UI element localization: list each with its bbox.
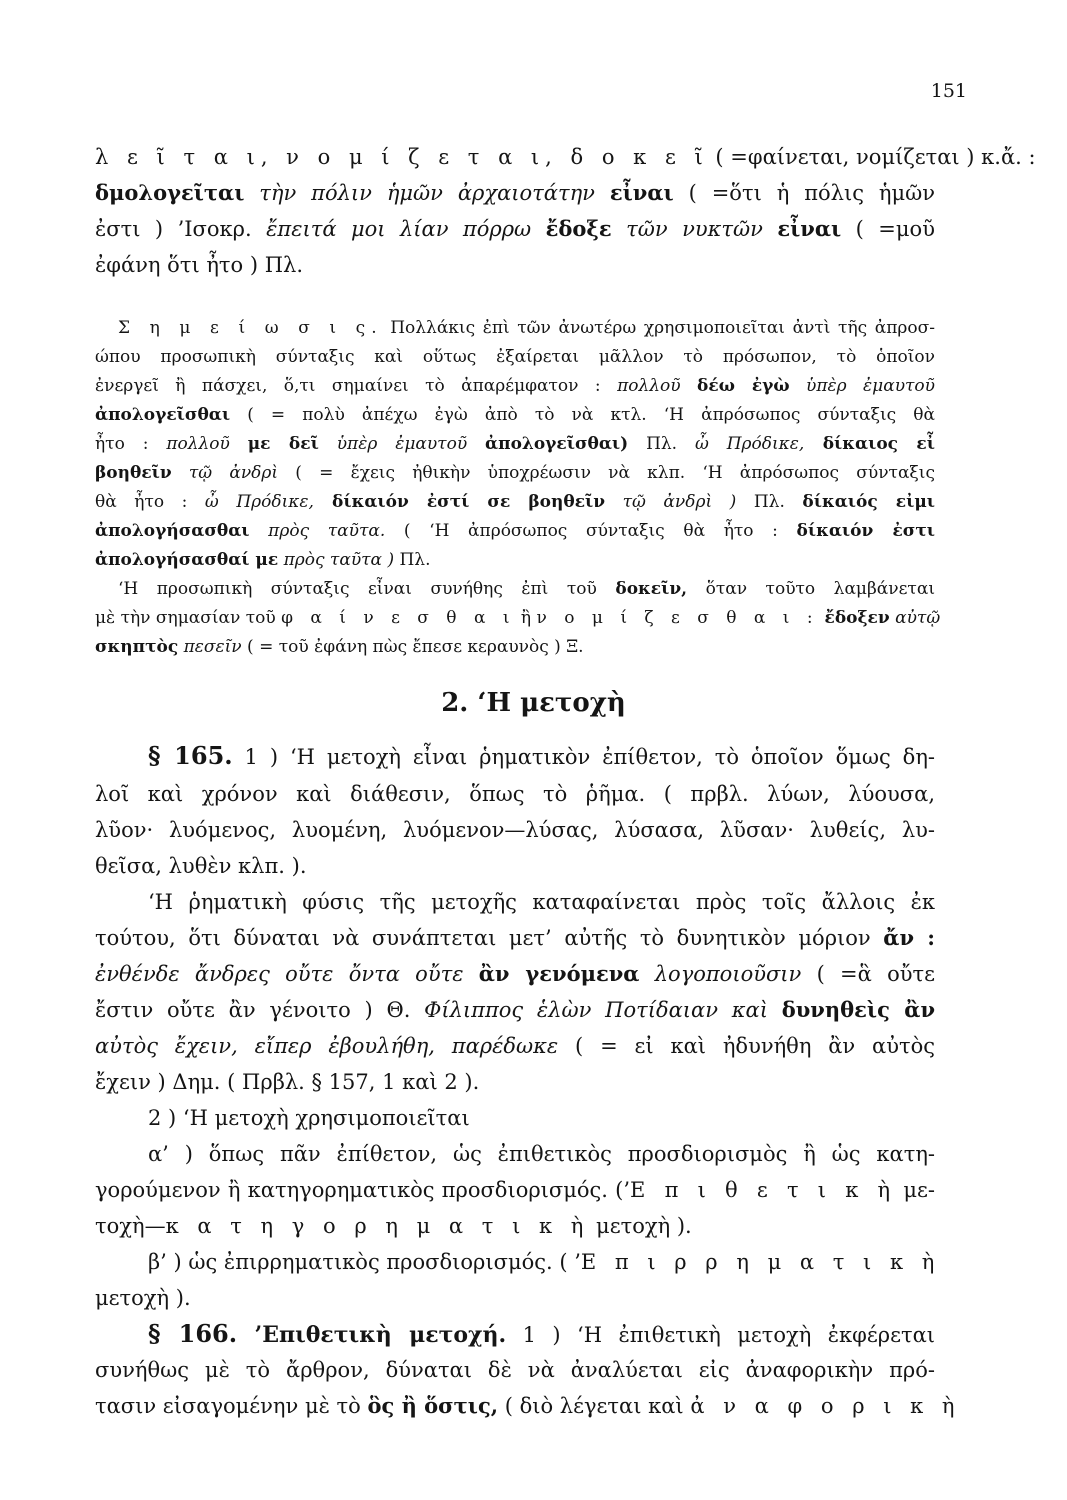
- text-line: [95, 959, 935, 989]
- note-line: [95, 632, 935, 662]
- note-line: [95, 458, 935, 488]
- section-heading: 2. ‘Η μετοχὴ: [441, 688, 626, 718]
- text-run: δυνηθεὶς ἂν: [781, 997, 936, 1022]
- text-run: ν ο μ ί ζ ε σ θ α ι :: [536, 608, 819, 628]
- text-run: ἔδοξε: [545, 216, 612, 241]
- text-run: με-: [896, 1178, 935, 1202]
- text-run: α’ ) ὅπως πᾶν ἐπίθετον, ὡς ἐπιθετικὸς προσδιορισμὸς ἢ ὡς κατη-: [148, 1142, 935, 1166]
- text-line: [95, 178, 935, 208]
- text-run: Ε π ι ρ ρ η μ α τ ι κ ὴ: [580, 1250, 941, 1274]
- text-run: πολλοῦ: [166, 434, 248, 454]
- text-run: ἐνθένδε ἄνδρες οὔτε ὄντα οὔτε: [95, 962, 479, 986]
- text-run: Πλ.: [628, 434, 695, 454]
- text-run: Πλ.: [394, 550, 431, 570]
- text-run: σκηπτὸς: [95, 637, 179, 657]
- text-run: δίκαιόν ἐστι: [796, 521, 935, 541]
- text-run: θὰ ἦτο :: [95, 492, 205, 512]
- text-line: [148, 1319, 935, 1350]
- text-run: ( = ἔχεις ἠθικὴν ὑποχρέωσιν νὰ κλπ. ‘Η ἀπρόσωπος σύνταξις: [278, 463, 935, 483]
- text-run: ( =ὅτι ἡ πόλις ἡμῶν: [673, 181, 935, 205]
- text-run: ἔδοξεν: [818, 608, 890, 628]
- text-run: ὦ Πρόδικε,: [694, 434, 805, 454]
- text-run: πρὸς ταῦτα.: [249, 521, 386, 541]
- note-line: [95, 371, 935, 401]
- text-run: εἶναι: [777, 216, 842, 241]
- text-line: [95, 1067, 935, 1097]
- text-run: ‘Η ῥηματικὴ φύσις τῆς μετοχῆς καταφαίνεται πρὸς τοῖς ἄλλοις ἐκ: [148, 890, 935, 914]
- text-run: δίκαιόν ἐστί σε βοηθεῖν: [313, 492, 606, 512]
- text-run: δίκαιος εἶ: [804, 434, 935, 454]
- text-line: [95, 1031, 935, 1061]
- text-run: ( διὸ λέγεται καὶ: [498, 1394, 691, 1418]
- text-line: [95, 851, 935, 881]
- text-run: αὐτῷ: [889, 608, 941, 628]
- text-run: λῦον· λυόμενος, λυομένη, λυόμενον—λύσας, λύσασα, λῦσαν· λυθείς, λυ-: [95, 818, 935, 842]
- page-number: 151: [930, 80, 967, 102]
- text-run: μετοχὴ ).: [589, 1214, 692, 1238]
- text-run: ἔχειν ) Δημ. ( Πρβλ. § 157, 1 καὶ 2 ).: [95, 1070, 480, 1094]
- text-run: ἂν γενόμενα: [478, 961, 640, 986]
- text-line: [95, 1175, 935, 1205]
- note-line: [95, 429, 935, 459]
- text-run: ( = τοῦ ἐφάνη πὼς ἔπεσε κεραυνὸς ) Ξ.: [241, 637, 584, 657]
- text-line: [95, 779, 935, 809]
- text-run: ώπου προσωπικὴ σύνταξις καὶ οὕτως ἐξαίρεται μᾶλλον τὸ πρόσωπον, τὸ ὁποῖον: [95, 347, 935, 367]
- text-run: Σ η μ ε ί ω σ ι ς.: [118, 318, 383, 338]
- text-run: ἄν :: [883, 925, 935, 950]
- text-line: [148, 1139, 935, 1169]
- text-run: δοκεῖν,: [615, 579, 688, 599]
- text-run: μὲ τὴν σημασίαν τοῦ: [95, 608, 282, 628]
- text-run: λοῖ καὶ χρόνον καὶ διάθεσιν, ὅπως τὸ ῥῆμα. ( πρβλ. λύων, λύουσα,: [95, 782, 935, 806]
- text-run: ( = πολὺ ἀπέχω ἐγὼ ἀπὸ τὸ νὰ κτλ. ‘Η ἀπρόσωπος σύνταξις θὰ: [230, 405, 935, 425]
- text-line: [95, 214, 935, 244]
- text-run: ‘Η προσωπικὴ σύνταξις εἶναι συνήθης ἐπὶ τοῦ: [118, 579, 616, 599]
- text-run: λογοποιοῦσιν: [639, 962, 802, 986]
- text-run: 1 ) ‘Η ἐπιθετικὴ μετοχὴ ἐκφέρεται: [506, 1323, 936, 1347]
- text-run: πρὸς ταῦτα ): [278, 550, 395, 570]
- text-run: ( =ἃ οὔτε: [801, 962, 935, 986]
- text-line: [95, 815, 935, 845]
- text-run: δίκαιός εἰμι: [802, 492, 936, 512]
- text-line: [148, 741, 935, 772]
- text-run: ἀπολογεῖσθαι): [485, 434, 629, 454]
- text-run: Φίλιππος ἑλὼν Ποτίδαιαν καὶ: [424, 998, 782, 1022]
- text-line: [148, 887, 935, 917]
- text-run: συνήθως μὲ τὸ ἄρθρον, δύναται δὲ νὰ ἀναλύεται εἰς ἀναφορικὴν πρό-: [95, 1358, 935, 1382]
- text-run: Πλ.: [736, 492, 803, 512]
- text-run: τῷ ἀνδρὶ ): [605, 492, 737, 512]
- text-run: πολλοῦ: [617, 376, 698, 396]
- note-line: [95, 516, 935, 546]
- text-run: ὑπὲρ ἐμαυτοῦ: [318, 434, 486, 454]
- text-line: [95, 995, 935, 1025]
- text-run: ὑπὲρ ἐμαυτοῦ: [789, 376, 935, 396]
- text-run: δέω ἐγὼ: [697, 376, 790, 396]
- text-run: θεῖσα, λυθὲν κλπ. ).: [95, 854, 307, 878]
- text-run: μετοχὴ ).: [95, 1286, 191, 1310]
- note-line: [118, 313, 935, 343]
- text-run: ὃς ἢ ὅστις,: [367, 1393, 499, 1418]
- text-run: ( ‘Η ἀπρόσωπος σύνταξις θὰ ἦτο :: [385, 521, 797, 541]
- note-line: [118, 574, 935, 604]
- note-line: [95, 603, 941, 633]
- note-line: [95, 545, 935, 575]
- text-run: ἀπολογήσασθαί με: [95, 550, 279, 570]
- text-run: Ε π ι θ ε τ ι κ ὴ: [630, 1178, 897, 1202]
- text-run: κ α τ η γ ο ρ η μ α τ ι κ ὴ: [165, 1214, 590, 1238]
- text-run: ( =μοῦ: [841, 217, 935, 241]
- text-run: ὦ Πρόδικε,: [204, 492, 314, 512]
- text-run: ἔπειτά μοι λίαν πόρρω: [266, 217, 546, 241]
- text-run: τὴν πόλιν ἡμῶν ἀρχαιοτάτην: [244, 181, 610, 205]
- text-run: τῷ ἀνδρὶ: [171, 463, 279, 483]
- text-run: τασιν εἰσαγομένην μὲ τὸ: [95, 1394, 368, 1418]
- text-run: λ ε ῖ τ α ι, ν ο μ ί ζ ε τ α ι, δ ο κ ε ῖ: [95, 145, 709, 169]
- text-run: δμολογεῖται: [95, 180, 245, 205]
- text-run: ὅταν τοῦτο λαμβάνεται: [687, 579, 935, 599]
- text-run: πεσεῖν: [178, 637, 242, 657]
- text-run: 1 ) ‘Η μετοχὴ εἶναι ῥηματικὸν ἐπίθετον, τὸ ὁποῖον ὅμως δη-: [232, 745, 935, 769]
- text-line: [95, 1211, 935, 1241]
- section-number: § 165.: [148, 741, 233, 770]
- text-run: 2 ) ‘Η μετοχὴ χρησιμοποιεῖται: [148, 1106, 470, 1130]
- text-run: εἶναι: [609, 180, 674, 205]
- text-run: βοηθεῖν: [95, 463, 172, 483]
- text-run: ἢ: [515, 608, 537, 628]
- note-line: [95, 487, 935, 517]
- note-line: [95, 342, 935, 372]
- text-run: ἀ ν α φ ο ρ ι κ ὴ: [690, 1394, 961, 1418]
- text-run: φ α ί ν ε σ θ α ι: [281, 608, 516, 628]
- text-run: ἀπολογεῖσθαι: [95, 405, 231, 425]
- note-line: [95, 400, 935, 430]
- text-run: ἐνεργεῖ ἢ πάσχει, ὅ,τι σημαίνει τὸ ἀπαρέμφατον :: [95, 376, 618, 396]
- text-run: τῶν νυκτῶν: [611, 217, 778, 241]
- text-line: [95, 142, 1036, 172]
- text-line: [148, 1247, 941, 1277]
- text-run: τούτου, ὅτι δύναται νὰ συνάπτεται μετ’ αὐτῆς τὸ δυνητικὸν μόριον: [95, 926, 884, 950]
- text-run: ἀπολογήσασθαι: [95, 521, 250, 541]
- text-run: ἔστιν οὔτε ἂν γένοιτο ) Θ.: [95, 998, 425, 1022]
- text-line: [95, 1283, 935, 1313]
- text-run: με δεῖ: [247, 434, 319, 454]
- text-run: γορούμενον ἢ κατηγορηματικὸς προσδιορισμός. (’: [95, 1178, 631, 1202]
- text-run: τοχὴ—: [95, 1214, 166, 1238]
- text-line: [148, 1103, 988, 1133]
- text-run: β’ ) ὡς ἐπιρρηματικὸς προσδιορισμός. ( ’: [148, 1250, 581, 1274]
- text-run: ἐφάνη ὅτι ἦτο ) Πλ.: [95, 253, 304, 277]
- text-run: Πολλάκις ἐπὶ τῶν ἀνωτέρω χρησιμοποιεῖται ἀντὶ τῆς ἀπροσ-: [382, 318, 935, 338]
- text-run: ( = εἰ καὶ ἠδυνήθη ἂν αὐτὸς: [558, 1034, 935, 1058]
- section-number: § 166.: [148, 1319, 238, 1348]
- text-run: ’Επιθετικὴ μετοχή.: [237, 1322, 507, 1348]
- text-run: ἐστι ) ’Ισοκρ.: [95, 217, 267, 241]
- text-line: [95, 923, 935, 953]
- text-run: αὐτὸς ἔχειν, εἴπερ ἐβουλήθη, παρέδωκε: [95, 1034, 559, 1058]
- text-line: [95, 1391, 961, 1421]
- text-line: [95, 1355, 935, 1385]
- text-line: [95, 250, 935, 280]
- text-run: ἦτο :: [95, 434, 167, 454]
- text-run: ( =φαίνεται, νομίζεται ) κ.ἄ. :: [708, 145, 1036, 169]
